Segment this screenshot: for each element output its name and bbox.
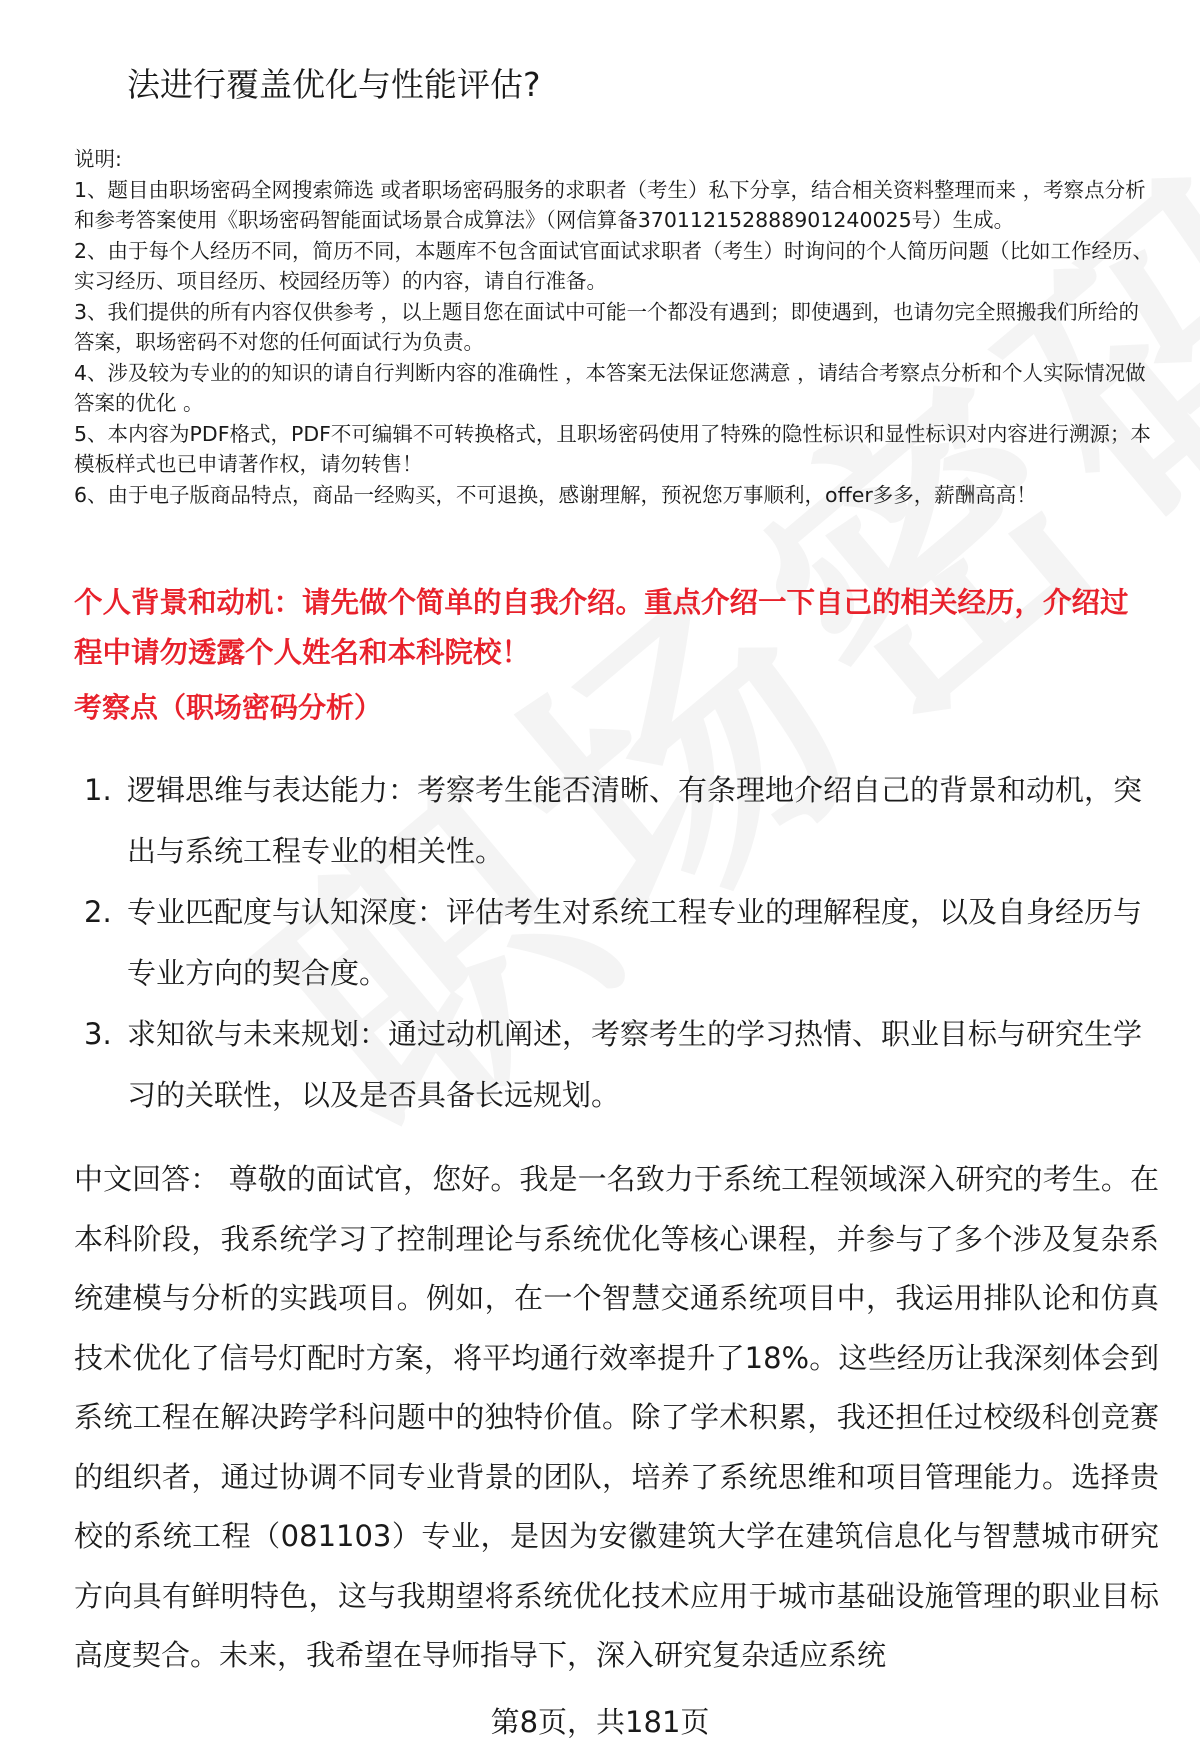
notes-title: 说明:: [74, 147, 122, 171]
point-text: 逻辑思维与表达能力：考察考生能否清晰、有条理地介绍自己的背景和动机，突出与系统工程专业的相关性。: [127, 773, 1143, 868]
assessment-point: [74, 882, 1154, 1004]
point-text: 求知欲与未来规划：通过动机阐述，考察考生的学习热情、职业目标与研究生学习的关联性，以及是否具备长远规划。: [127, 1017, 1143, 1112]
note-item: 4、涉及较为专业的的知识的请自行判断内容的准确性 ，本答案无法保证您满意 ，请结合考察点分析和个人实际情况做答案的优化 。: [74, 360, 1146, 415]
answer-text: 中文回答： 尊敬的面试官，您好。我是一名致力于系统工程领域深入研究的考生。在本科阶段，我系统学习了控制理论与系统优化等核心课程，并参与了多个涉及复杂系统建模与分析的实践项目。例如，在一个智慧交通系统项目中，我运用排队论和仿真技术优化了信号灯配时方案，将平均通行效率提升了18%。这些经历让我深刻体会到系统工程在解决跨学科问题中的独特价值。除了学术积累，我还担任过校级科创竞赛的组织者，通过协调不同专业背景的团队，培养了系统思维和项目管理能力。选择贵校的系统工程（081103）专业，是因为安徽建筑大学在建筑信息化与智慧城市研究方向具有鲜明特色，这与我期望将系统优化技术应用于城市基础设施管理的职业目标高度契合。未来，我希望在导师指导下，深入研究复杂适应系统: [74, 1162, 1159, 1672]
interview-question: 个人背景和动机：请先做个简单的自我介绍。重点介绍一下自己的相关经历，介绍过程中请勿透露个人姓名和本科院校！: [74, 586, 1129, 669]
disclaimer-notes: [74, 144, 1154, 510]
point-text: 专业匹配度与认知深度：评估考生对系统工程专业的理解程度，以及自身经历与专业方向的契合度。: [127, 895, 1143, 990]
note-item: 6、由于电子版商品特点，商品一经购买，不可退换，感谢理解，预祝您万事顺利，offer多多，薪酬高高！: [74, 482, 1037, 507]
note-item: 3、我们提供的所有内容仅供参考 ，以上题目您在面试中可能一个都没有遇到；即使遇到，也请勿完全照搬我们所给的答案，职场密码不对您的任何面试行为负责。: [74, 299, 1140, 354]
assessment-point: [74, 1004, 1154, 1126]
assessment-point: [74, 760, 1154, 882]
point-number: 2.: [84, 895, 112, 929]
page-number: 第8页，共181页: [490, 1705, 710, 1739]
question-continuation: 法进行覆盖优化与性能评估?: [127, 65, 541, 104]
assessment-points: [74, 760, 1154, 1126]
section-heading: 考察点（职场密码分析）: [74, 691, 383, 724]
note-item: 2、由于每个人经历不同，简历不同，本题库不包含面试官面试求职者（考生）时询问的个人简历问题（比如工作经历、实习经历、项目经历、校园经历等）的内容，请自行准备。: [74, 238, 1154, 293]
note-item: 1、题目由职场密码全网搜索筛选 或者职场密码服务的求职者（考生）私下分享，结合相关资料整理而来 ，考察点分析和参考答案使用《职场密码智能面试场景合成算法》（网信算备370112152888901240025号）生成。: [74, 177, 1146, 232]
point-number: 3.: [84, 1017, 112, 1051]
point-number: 1.: [84, 773, 112, 807]
note-item: 5、本内容为PDF格式，PDF不可编辑不可转换格式，且职场密码使用了特殊的隐性标识和显性标识对内容进行溯源；本模板样式也已申请著作权，请勿转售！: [74, 421, 1151, 476]
